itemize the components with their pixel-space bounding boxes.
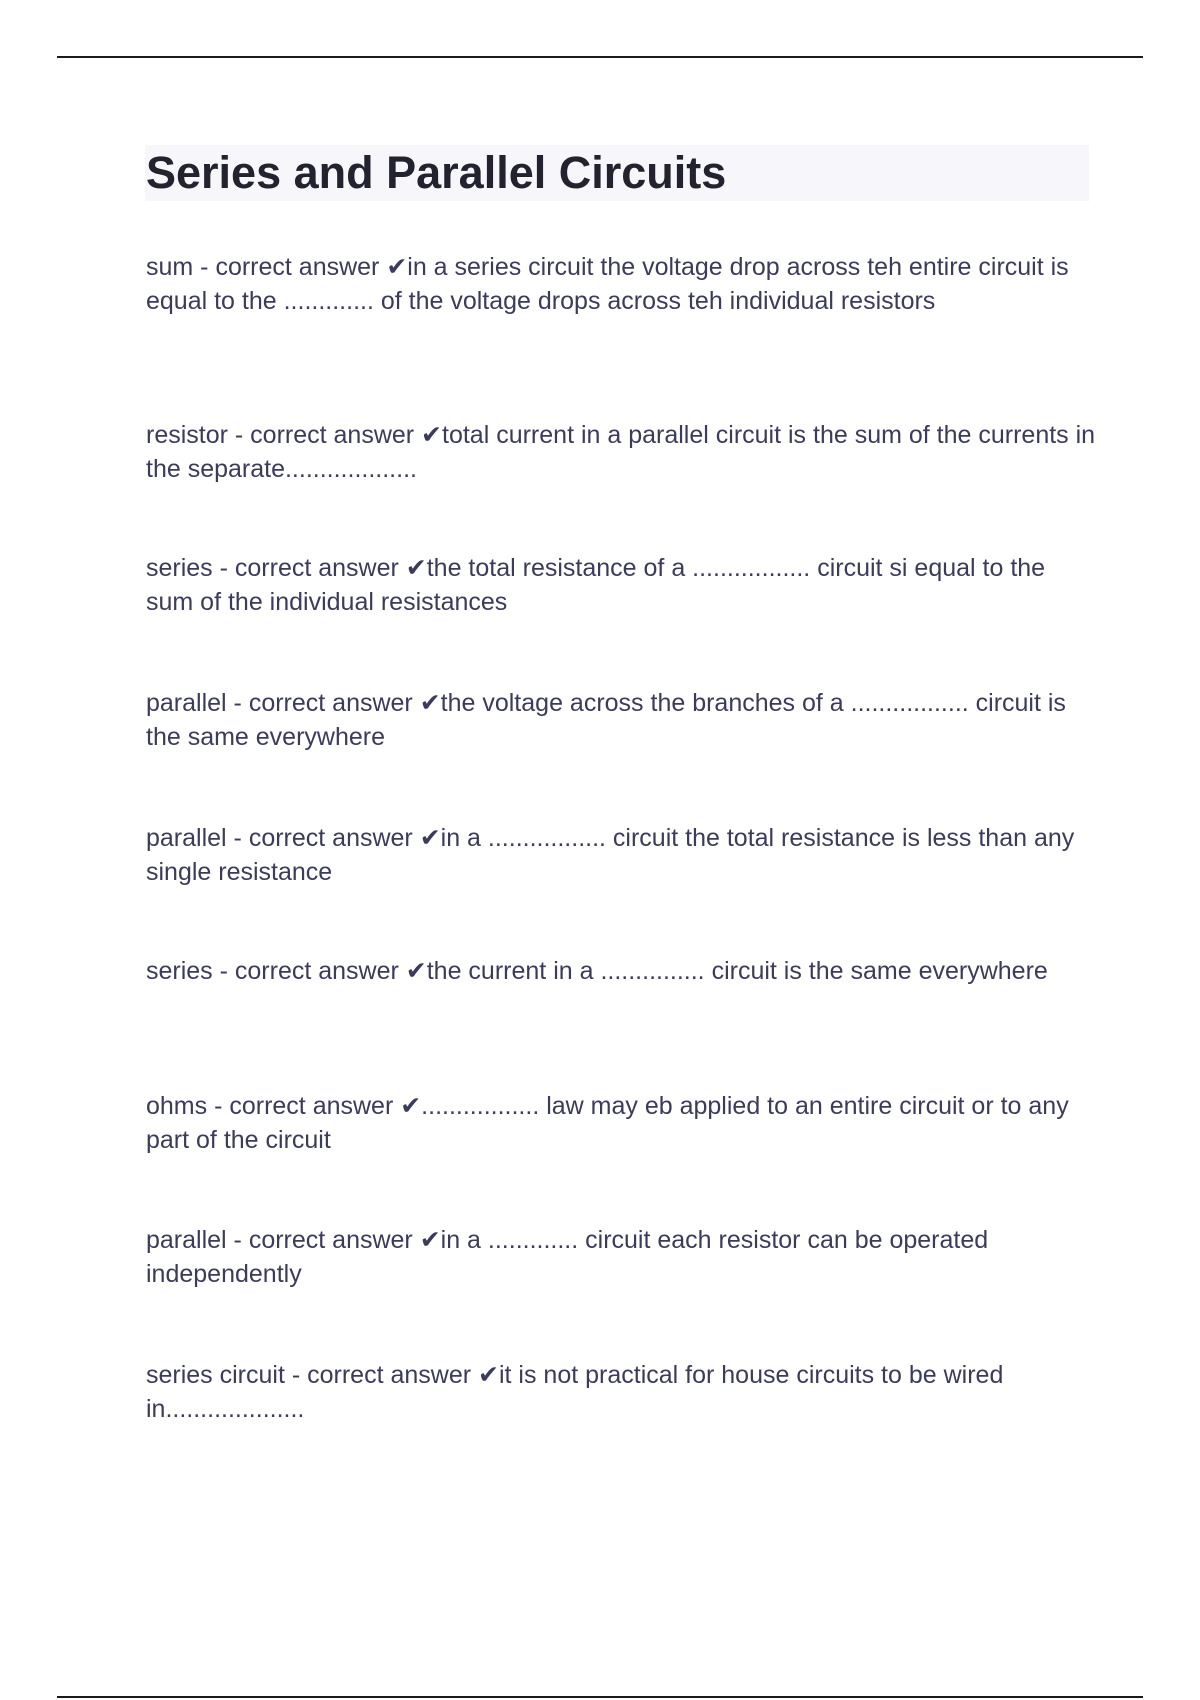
qa-entry: series - correct answer ✔the current in a ............... circuit is the same everywhere xyxy=(146,957,1048,985)
bottom-divider xyxy=(57,1696,1143,1698)
qa-entry: series circuit - correct answer ✔it is not practical for house circuits to be wired in.................... xyxy=(146,1361,1004,1423)
page-title: Series and Parallel Circuits xyxy=(146,147,727,198)
qa-entry: parallel - correct answer ✔the voltage across the branches of a ................. circuit is the same everywhere xyxy=(146,689,1066,751)
qa-entry: resistor - correct answer ✔total current in a parallel circuit is the sum of the currents in the separate................... xyxy=(146,421,1096,483)
qa-entry: ohms - correct answer ✔................. law may eb applied to an entire circuit or to any part of the circuit xyxy=(146,1092,1069,1154)
qa-entry: series - correct answer ✔the total resistance of a ................. circuit si equal to the sum of the individual resistances xyxy=(146,554,1046,616)
qa-entry: parallel - correct answer ✔in a ................. circuit the total resistance is less than any single resistance xyxy=(146,824,1075,886)
qa-entry: parallel - correct answer ✔in a ............. circuit each resistor can be operated independently xyxy=(146,1226,989,1288)
top-divider xyxy=(57,56,1143,58)
qa-entry: sum - correct answer ✔in a series circuit the voltage drop across teh entire circuit is equal to the ............. of the voltage drops across teh individual resistors xyxy=(146,253,1069,315)
